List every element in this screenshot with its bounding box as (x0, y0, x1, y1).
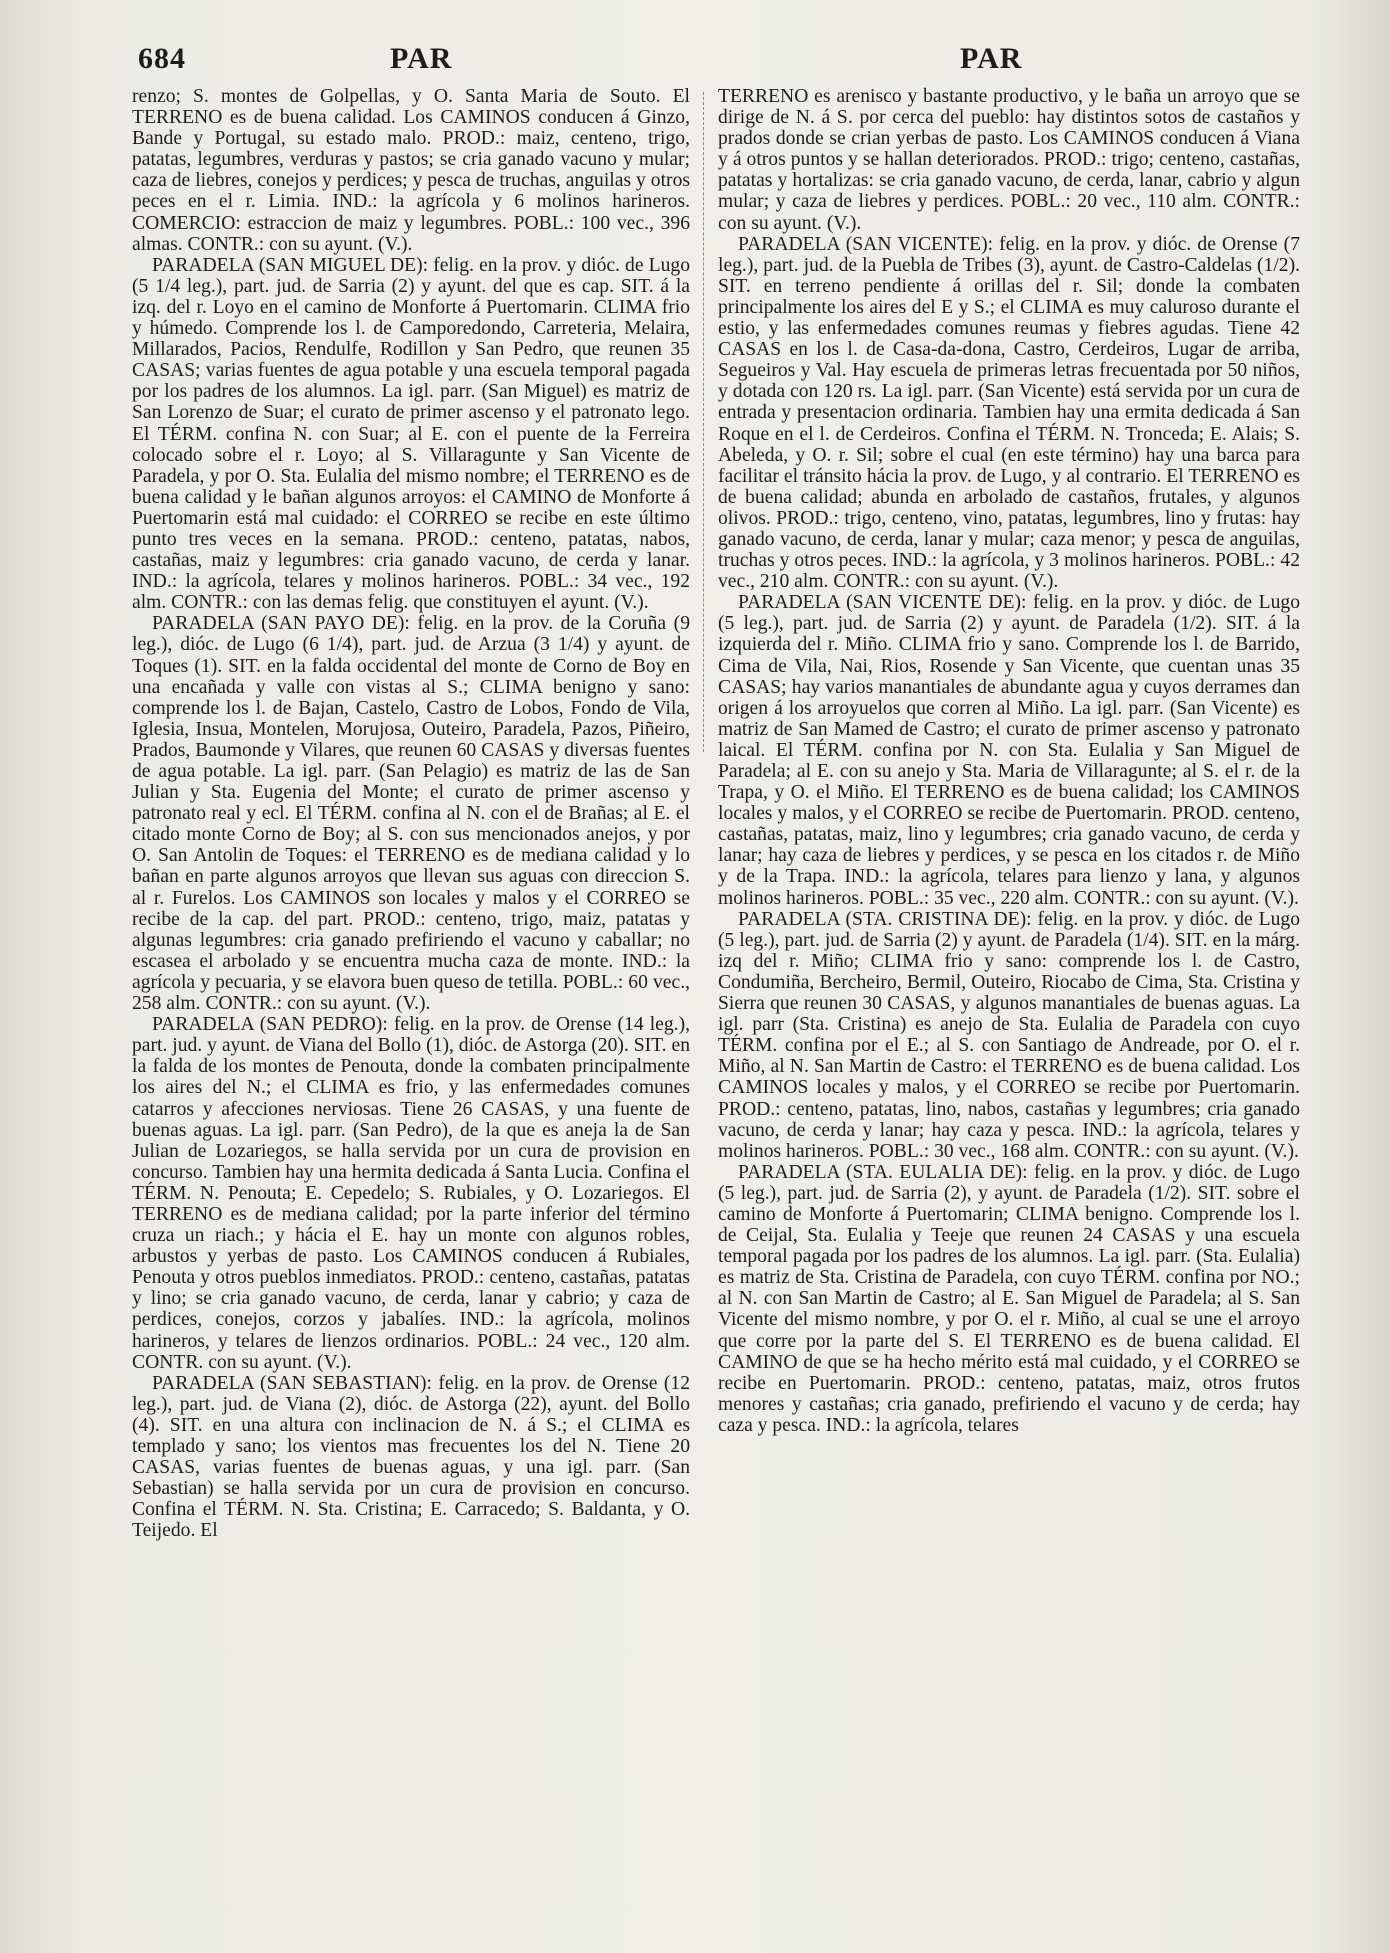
entry-san-vicente-lugo: PARADELA (SAN VICENTE DE): felig. en la prov. y dióc. de Lugo (5 leg.), part. jud. de Sarria (2) y ayunt. de Paradela (1/2). SIT. á la izquierda del r. Miño. CLIMA frio y sano. Comprende los l. de Barrido, Cima de Vila, Nai, Rios, Rosende y San Vicente, que cuentan unas 35 CASAS; hay varios manantiales de abundante agua y cuyos derrames dan origen á los arroyuelos que corren al Miño. La igl. parr. (San Vicente) es matriz de San Mamed de Castro; el curato de primer ascenso y patronato laical. El TÉRM. confina por N. con Sta. Eulalia y San Miguel de Paradela; al E. con su anejo y Sta. Maria de Villaragunte; al S. el r. de la Trapa, y O. el Miño. El TERRENO es de buena calidad; los CAMINOS locales y malos, y el CORREO se recibe de Puertomarin. PROD. centeno, castañas, patatas, maiz, lino y legumbres; cria ganado vacuno, de cerda y lanar; hay caza de liebres y perdices, y se pesca en los citados r. de Miño y de la Trapa. IND.: la agrícola, telares para lienzo y lana, y algunos molinos harineros. POBL.: 35 vec., 220 alm. CONTR.: con su ayunt. (V.). (718, 592, 1300, 909)
entry-continuation-right: TERRENO es arenisco y bastante productivo, y le baña un arroyo que se dirige de N. á S. por cerca del pueblo: hay distintos sotos de castaños y prados donde se crian yerbas de pasto. Los CAMINOS conducen á Viana y á otros puntos y se hallan deteriorados. PROD.: trigo; centeno, castañas, patatas y hortalizas: se cria ganado vacuno, de cerda, lanar, cabrio y algun mular; y caza de liebres y perdices. POBL.: 20 vec., 110 alm. CONTR.: con su ayunt. (V.). (718, 86, 1300, 234)
page-header (0, 42, 1390, 82)
entry-san-pedro: PARADELA (SAN PEDRO): felig. en la prov. de Orense (14 leg.), part. jud. y ayunt. de Viana del Bollo (1), dióc. de Astorga (20). SIT. en la falda de los montes de Penouta, donde la combaten principalmente los aires del N.; el CLIMA es frio, y las enfermedades comunes catarros y afecciones nerviosas. Tiene 26 CASAS, y una fuente de buenas aguas. La igl. parr. (San Pedro), de la que es aneja la de San Julian de Lozariegos, se halla servida por un cura de provision en concurso. Tambien hay una hermita dedicada á Santa Lucia. Confina el TÉRM. N. Penouta; E. Cepedelo; S. Rubiales, y O. Lozariegos. El TERRENO es de mediana calidad; por la parte inferior del término cruza un riach.; y hácia el E. hay un monte con algunos robles, arbustos y yerbas de pasto. Los CAMINOS conducen á Rubiales, Penouta y otros pueblos inmediatos. PROD.: centeno, castañas, patatas y lino; se cria ganado vacuno, de cerda, lanar y cabrio; y caza de perdices, conejos, corzos y jabalíes. IND.: la agrícola, molinos harineros, y telares de lienzos ordinarios. POBL.: 24 vec., 120 alm. CONTR. con su ayunt. (V.). (132, 1014, 690, 1373)
left-running-head: PAR (390, 42, 453, 75)
left-column (132, 86, 690, 1541)
entry-san-sebastian: PARADELA (SAN SEBASTIAN): felig. en la prov. de Orense (12 leg.), part. jud. de Viana (2), dióc. de Astorga (22), ayunt. del Bollo (4). SIT. en una altura con inclinacion de N. á S.; el CLIMA es templado y sano; los vientos mas frecuentes los del N. Tiene 20 CASAS, varias fuentes de buenas aguas, y una igl. parr. (San Sebastian) se halla servida por un cura de provision en concurso. Confina el TÉRM. N. Sta. Cristina; E. Carracedo; S. Baldanta, y O. Teijedo. El (132, 1372, 690, 1542)
entry-san-miguel: PARADELA (SAN MIGUEL DE): felig. en la prov. y dióc. de Lugo (5 1/4 leg.), part. jud. de Sarria (2) y ayunt. del que es cap. SIT. á la izq. del r. Loyo en el camino de Monforte á Puertomarin. CLIMA frio y húmedo. Comprende los l. de Camporedondo, Carreteria, Melaira, Millarados, Pacios, Rendulfe, Rodillon y San Pedro, que reunen 35 CASAS; varias fuentes de agua potable y una escuela temporal pagada por los padres de los alumnos. La igl. parr. (San Miguel) es matriz de San Lorenzo de Suar; el curato de primer ascenso y el patronato lego. El TÉRM. confina N. con Suar; al E. con el puente de la Ferreira colocado sobre el r. Loyo; al S. Villaragunte y San Vicente de Paradela, y por O. Sta. Eulalia del mismo nombre; el TERRENO es de buena calidad y le bañan algunos arroyos: el CAMINO de Monforte á Puertomarin está mal cuidado: el CORREO se recibe en este último punto tres veces en la semana. PROD.: centeno, patatas, nabos, castañas, maiz y legumbres: cria ganado vacuno, de cerda y lanar. IND.: la agrícola, telares y molinos harineros. POBL.: 34 vec., 192 alm. CONTR.: con las demas felig. que constituyen el ayunt. (V.). (132, 254, 690, 614)
entry-san-vicente-orense: PARADELA (SAN VICENTE): felig. en la prov. y dióc. de Orense (7 leg.), part. jud. de la Puebla de Tribes (3), ayunt. de Castro-Caldelas (1/2). SIT. en terreno pendiente á orillas del r. Sil; donde la combaten principalmente los aires del E y S.; el CLIMA es muy caluroso durante el estio, y las enfermedades comunes reumas y fiebres agudas. Tiene 42 CASAS en los l. de Casa-da-dona, Castro, Cerdeiros, Lugar de arriba, Segueiros y Val. Hay escuela de primeras letras frecuentada por 50 niños, y dotada con 120 rs. La igl. parr. (San Vicente) está servida por un cura de entrada y presentacion ordinaria. Tambien hay una ermita dedicada á San Roque en el l. de Cerdeiros. Confina el TÉRM. N. Tronceda; E. Alais; S. Abeleda, y O. r. Sil; sobre el cual (en este término) hay una barca para facilitar el tránsito hácia la prov. de Lugo, y al contrario. El TERRENO es de buena calidad; abunda en arbolado de castaños, frutales, y algunos olivos. PROD.: trigo, centeno, vino, patatas, legumbres, lino y frutas: hay ganado vacuno, de cerda, lanar y mular; caza menor; y pesca de anguilas, truchas y otros peces. IND.: la agrícola, y 3 molinos harineros. POBL.: 42 vec., 210 alm. CONTR.: con su ayunt. (V.). (718, 233, 1300, 593)
right-running-head: PAR (960, 42, 1023, 75)
entry-sta-eulalia: PARADELA (STA. EULALIA DE): felig. en la prov. y dióc. de Lugo (5 leg.), part. jud. de Sarria (2), y ayunt. de Paradela (1/2). SIT. sobre el camino de Monforte á Puertomarin; CLIMA benigno. Comprende los l. de Ceijal, Sta. Eulalia y Teeje que reunen 24 CASAS y una escuela temporal pagada por los padres de los alumnos. La igl. parr. (Sta. Eulalia) es matriz de Sta. Cristina de Paradela, con cuyo TÉRM. confina por NO.; al N. con San Martin de Castro; al E. San Miguel de Paradela; al S. San Vicente del mismo nombre, y por O. el r. Miño, al cual se une el arroyo que corre por la parte del S. El TERRENO es de buena calidad. El CAMINO de que se ha hecho mérito está mal cuidado, y el CORREO se recibe en Puertomarin. PROD.: centeno, patatas, maiz, otros frutos menores y castañas; cria ganado, prefiriendo el vacuno y de cerda; hay caza y pesca. IND.: la agrícola, telares (718, 1161, 1300, 1436)
column-divider (703, 92, 704, 752)
entry-continuation: renzo; S. montes de Golpellas, y O. Santa Maria de Souto. El TERRENO es de buena calidad. Los CAMINOS conducen á Ginzo, Bande y Portugal, su estado malo. PROD.: maiz, centeno, trigo, patatas, legumbres, verduras y pastos; se cria ganado vacuno y mular; caza de liebres, conejos y perdices; y pesca de truchas, anguilas y otros peces en el r. Limia. IND.: la agrícola y 6 molinos harineros. COMERCIO: estraccion de maiz y legumbres. POBL.: 100 vec., 396 almas. CONTR.: con su ayunt. (V.). (132, 86, 690, 255)
page-number: 684 (138, 42, 186, 75)
entry-san-payo: PARADELA (SAN PAYO DE): felig. en la prov. de la Coruña (9 leg.), dióc. de Lugo (6 1/4), part. jud. de Arzua (3 1/4) y ayunt. de Toques (1). SIT. en la falda occidental del monte de Corno de Boy en una encañada y valle con vistas al S.; CLIMA benigno y sano: comprende los l. de Bajan, Castelo, Castro de Lobos, Fondo de Vila, Iglesia, Insua, Montelen, Morujosa, Outeiro, Paradela, Pazos, Piñeiro, Prados, Baumonde y Vilares, que reunen 60 CASAS y diversas fuentes de agua potable. La igl. parr. (San Pelagio) es matriz de las de San Julian y Sta. Eugenia del Monte; el curato de primer ascenso y patronato real y ecl. El TÉRM. confina al N. con el de Brañas; al E. el citado monte Corno de Boy; al S. con sus mencionados anejos, y por O. San Antolin de Toques: el TERRENO es de mediana calidad y lo bañan en parte algunos arroyos que llevan sus aguas con direccion S. al r. Furelos. Los CAMINOS son locales y malos y el CORREO se recibe de la cap. del part. PROD.: centeno, trigo, maiz, patatas y algunas legumbres: cria ganado prefiriendo el vacuno y caballar; no escasea el arbolado y se encuentra mucha caza de monte. IND.: la agrícola y pecuaria, y se elavora buen queso de tetilla. POBL.: 60 vec., 258 alm. CONTR.: con su ayunt. (V.). (132, 613, 690, 1015)
entry-sta-cristina: PARADELA (STA. CRISTINA DE): felig. en la prov. y dióc. de Lugo (5 leg.), part. jud. de Sarria (2) y ayunt. de Paradela (1/4). SIT. en la márg. izq del r. Miño; CLIMA frio y sano: comprende los l. de Castro, Condumiña, Bercheiro, Bermil, Outeiro, Riocabo de Cima, Sta. Cristina y Sierra que reunen 30 CASAS, y algunos manantiales de buenas aguas. La igl. parr (Sta. Cristina) es anejo de Sta. Eulalia de Paradela con cuyo TÉRM. confina por el E.; al S. con Santiago de Andreade, por O. el r. Miño, al N. San Martin de Castro: el TERRENO es de buena calidad. Los CAMINOS locales y malos, y el CORREO se recibe por Puertomarin. PROD.: centeno, patatas, lino, nabos, castañas y legumbres; cria ganado vacuno, de cerda y lanar; hay caza y pesca. IND.: la agrícola, telares y molinos harineros. POBL.: 30 vec., 168 alm. CONTR.: con su ayunt. (V.). (718, 908, 1300, 1162)
right-column (718, 86, 1300, 1436)
